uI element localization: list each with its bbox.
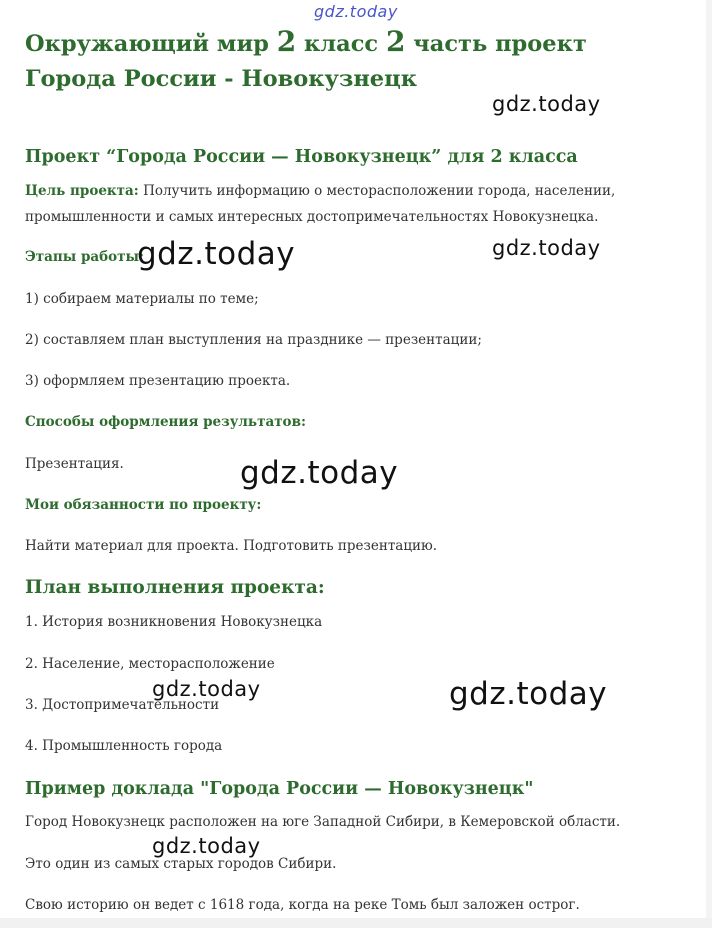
stage-item-3: 3) оформляем презентацию проекта.: [25, 373, 291, 389]
title-part2: класс: [296, 31, 386, 57]
project-heading: Проект “Города России — Новокузнецк” для 2 класса: [25, 147, 578, 167]
watermark-3: gdz.today: [492, 236, 601, 260]
watermark-top: gdz.today: [314, 2, 398, 21]
report-paragraph-1: Город Новокузнецк расположен на юге Западной Сибири, в Кемеровской области.: [25, 814, 621, 830]
watermark-4: gdz.today: [240, 455, 399, 491]
goal-paragraph: [25, 178, 675, 230]
title-part3: часть проект Города России - Новокузнецк: [25, 31, 587, 92]
report-heading: Пример доклада "Города России — Новокузнецк": [25, 779, 534, 799]
page-edge: [706, 0, 712, 918]
title-part1: Окружающий мир: [25, 31, 277, 57]
watermark-2: gdz.today: [137, 236, 296, 272]
watermark-6: gdz.today: [449, 676, 608, 712]
plan-item-2: 2. Население, месторасположение: [25, 656, 275, 672]
goal-label: Цель проекта:: [25, 183, 139, 199]
page-title: [25, 24, 685, 97]
methods-label: Способы оформления результатов:: [25, 414, 306, 430]
stages-label: Этапы работы:: [25, 249, 145, 265]
plan-item-3: 3. Достопримечательности: [25, 697, 220, 713]
title-num1: 2: [276, 25, 297, 58]
plan-item-1: 1. История возникновения Новокузнецка: [25, 614, 323, 630]
title-num2: 2: [385, 25, 406, 58]
stage-item-2: 2) составляем план выступления на празднике — презентации;: [25, 332, 482, 348]
report-paragraph-3: Свою историю он ведет с 1618 года, когда на реке Томь был заложен острог.: [25, 897, 580, 913]
duties-text: Найти материал для проекта. Подготовить презентацию.: [25, 538, 438, 554]
watermark-1: gdz.today: [492, 92, 601, 116]
footer-band: [0, 918, 712, 928]
goal-text: Получить информацию о месторасположении города, населении, промышленности и самых интересных достопримечательностях Новокузнецка.: [25, 183, 616, 225]
watermark-7: gdz.today: [152, 834, 261, 858]
methods-text: Презентация.: [25, 456, 124, 472]
watermark-5: gdz.today: [152, 677, 261, 701]
stage-item-1: 1) собираем материалы по теме;: [25, 291, 259, 307]
duties-label: Мои обязанности по проекту:: [25, 497, 262, 513]
report-paragraph-2: Это один из самых старых городов Сибири.: [25, 856, 337, 872]
plan-heading: План выполнения проекта:: [25, 577, 325, 598]
plan-item-4: 4. Промышленность города: [25, 738, 223, 754]
